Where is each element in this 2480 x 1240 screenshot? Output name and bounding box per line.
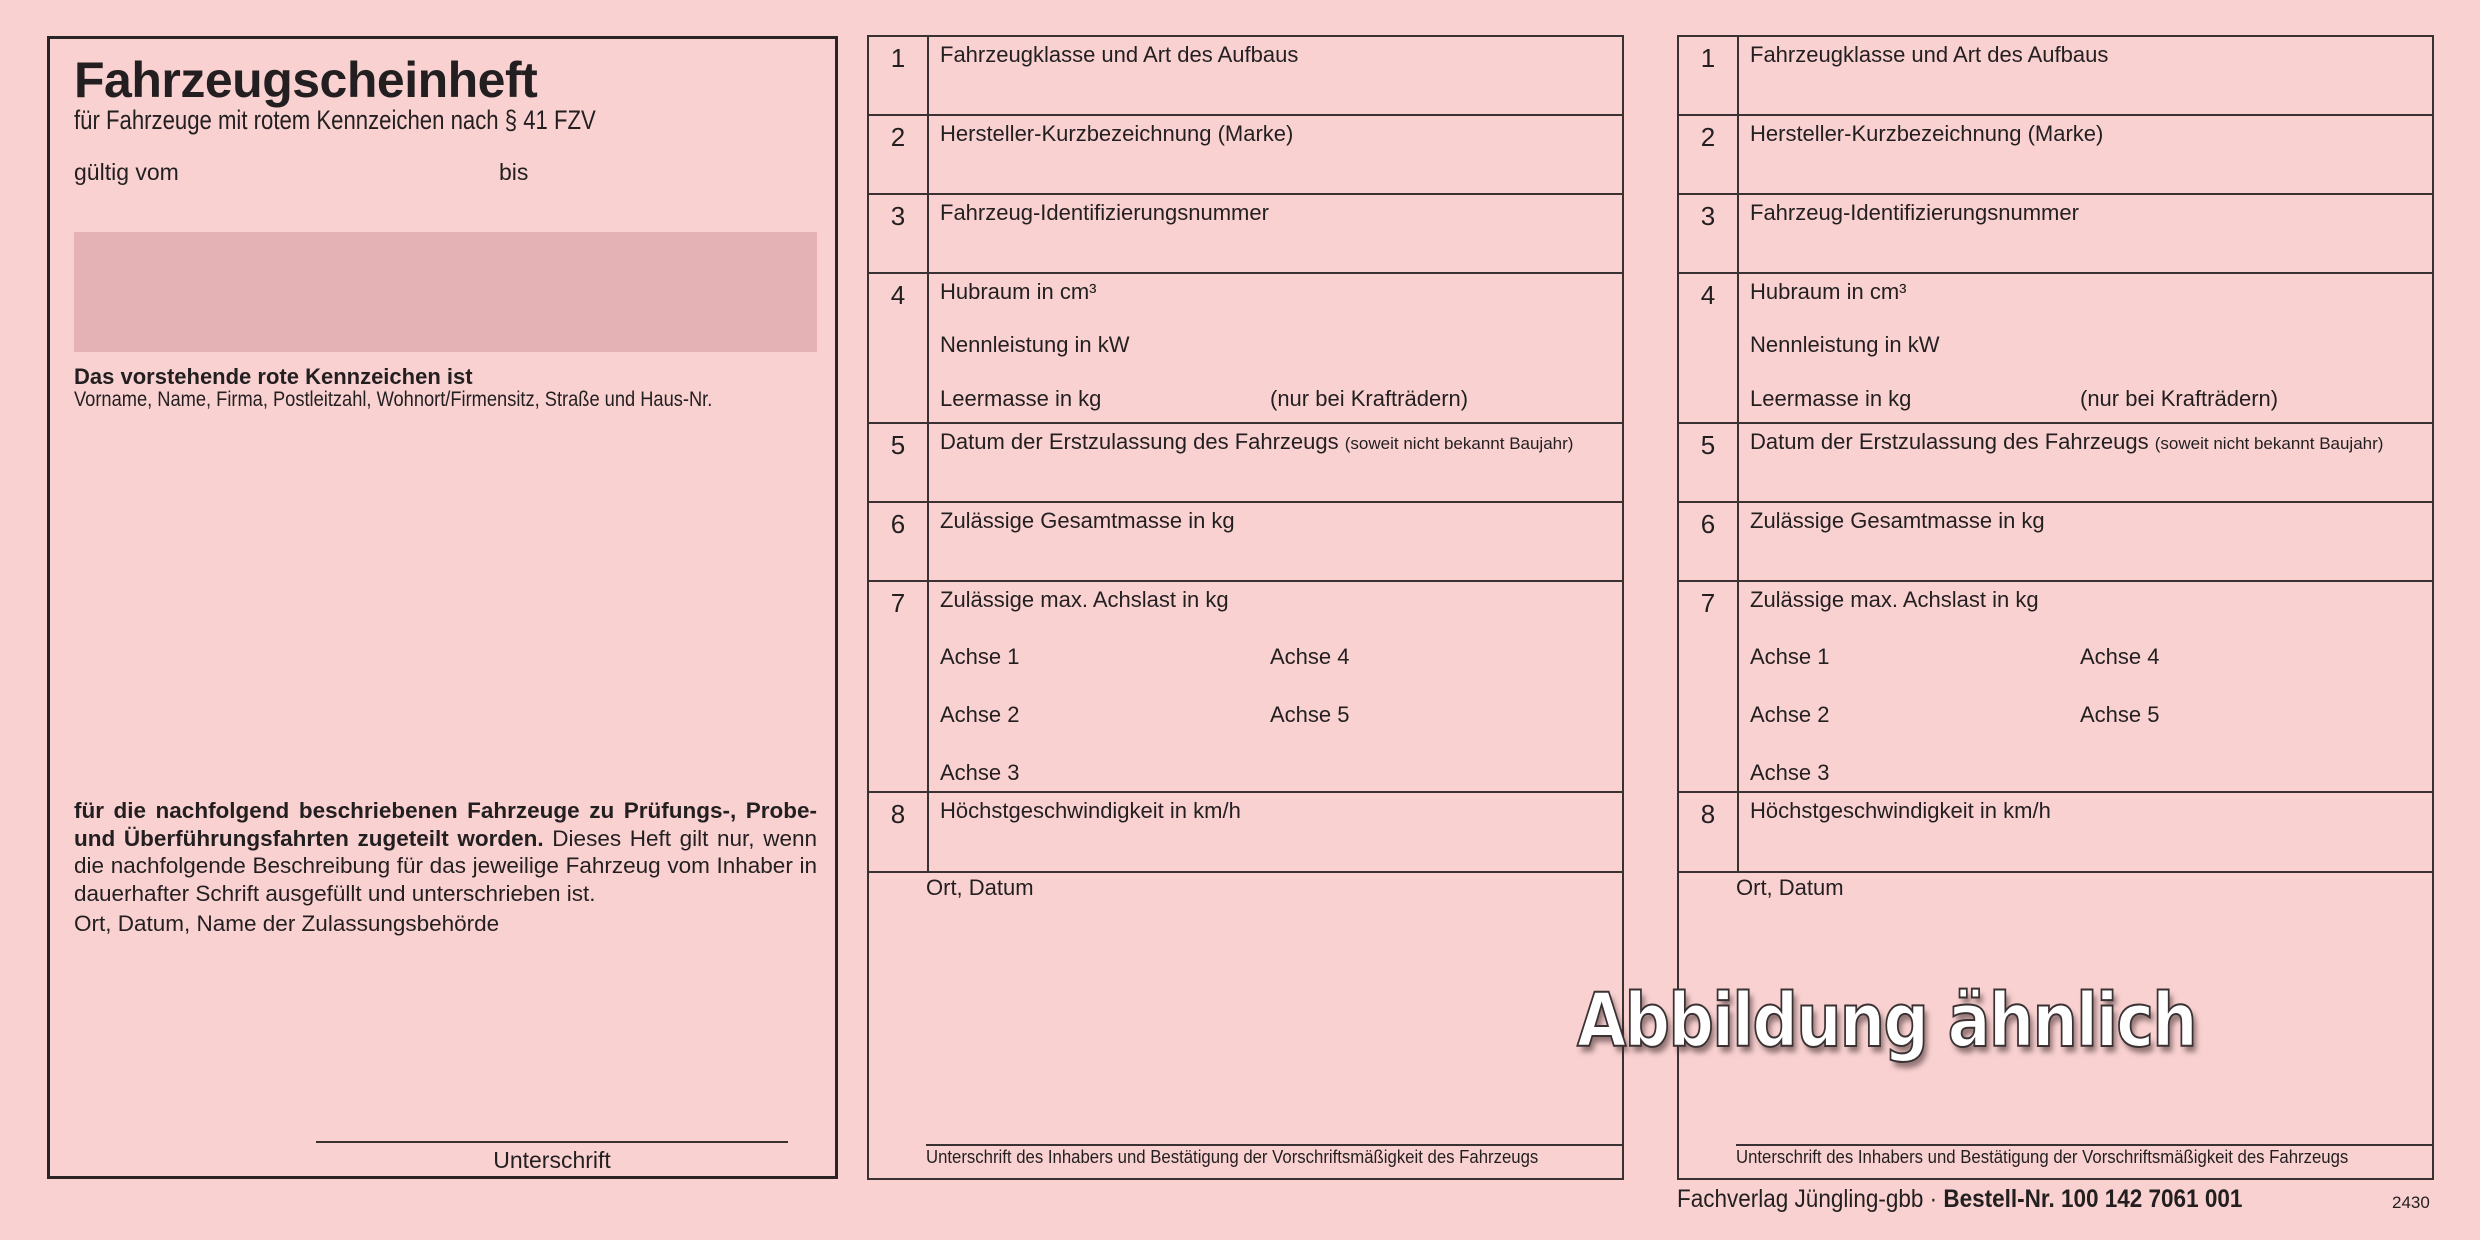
owner-hint: Vorname, Name, Firma, Postleitzahl, Wohnort/Firmensitz, Straße und Haus-Nr. <box>74 388 713 411</box>
axle-1-label: Achse 1 <box>940 644 1020 669</box>
row-label: Fahrzeug-Identifizierungsnummer <box>940 200 1269 225</box>
form-row-7[interactable] <box>1679 582 2432 793</box>
row-number: 6 <box>890 509 906 539</box>
row-label: Hersteller-Kurzbezeichnung (Marke) <box>1750 121 2104 146</box>
valid-from-label: gültig vom <box>74 159 179 185</box>
axle-3-label: Achse 3 <box>940 760 1020 785</box>
axle-5-label: Achse 5 <box>2080 702 2160 727</box>
publisher-name: Fachverlag Jüngling-gbb · <box>1677 1185 1944 1213</box>
form-row-2[interactable] <box>1679 116 2432 195</box>
row-number: 2 <box>890 122 906 152</box>
validity-paragraph-bold: für die nachfolgend beschriebenen Fahrzeuge zu Prüfungs-, Probe- und Überführungsfahrten zugeteilt worden. <box>74 798 817 851</box>
row-label: Höchstgeschwindigkeit in km/h <box>940 798 1241 823</box>
row-number: 7 <box>1700 588 1716 618</box>
row-label-main: Datum der Erstzulassung des Fahrzeugs <box>940 429 1339 454</box>
row-number: 4 <box>1700 280 1716 310</box>
row-label: Zulässige max. Achslast in kg <box>1750 587 2039 612</box>
signature-label: Unterschrift <box>493 1147 611 1173</box>
form-row-8[interactable] <box>869 793 1622 873</box>
row-label: Hubraum in cm³ <box>940 279 1097 304</box>
row-label: Fahrzeugklasse und Art des Aufbaus <box>1750 42 2109 67</box>
row-label: Zulässige max. Achslast in kg <box>940 587 1229 612</box>
row-number: 8 <box>1700 799 1716 829</box>
row-label: Fahrzeug-Identifizierungsnummer <box>1750 200 2079 225</box>
owner-signature-line <box>1736 1144 2432 1146</box>
row-number: 2 <box>1700 122 1716 152</box>
validity-paragraph <box>74 797 817 907</box>
form-row-3[interactable] <box>1679 195 2432 274</box>
axle-4-label: Achse 4 <box>2080 644 2160 669</box>
row-number: 1 <box>890 43 906 73</box>
row-label: Zulässige Gesamtmasse in kg <box>1750 508 2045 533</box>
axle-3-label: Achse 3 <box>1750 760 1830 785</box>
form-row-2[interactable] <box>869 116 1622 195</box>
row-number: 4 <box>890 280 906 310</box>
row-number: 8 <box>890 799 906 829</box>
owner-label: Das vorstehende rote Kennzeichen ist <box>74 364 473 389</box>
document-title: Fahrzeugscheinheft <box>74 52 538 108</box>
row-number: 7 <box>890 588 906 618</box>
watermark-text: Abbildung ähnlich <box>1577 978 2196 1064</box>
publisher-footer <box>1677 1185 2242 1214</box>
signature-line <box>316 1141 788 1143</box>
form-row-7[interactable] <box>869 582 1622 793</box>
owner-signature-label: Unterschrift des Inhabers und Bestätigung der Vorschriftsmäßigkeit des Fahrzeugs <box>926 1147 1539 1167</box>
row-number: 3 <box>1700 201 1716 231</box>
row-label: Höchstgeschwindigkeit in km/h <box>1750 798 2051 823</box>
row-label: Zulässige Gesamtmasse in kg <box>940 508 1235 533</box>
vehicle-form-panel-1 <box>867 35 1624 1180</box>
row-label-2: Nennleistung in kW <box>940 332 1130 357</box>
form-row-8[interactable] <box>1679 793 2432 873</box>
valid-to-label: bis <box>499 159 529 185</box>
form-row-5[interactable] <box>869 424 1622 503</box>
row-number: 5 <box>890 430 906 460</box>
axle-1-label: Achse 1 <box>1750 644 1830 669</box>
cover-panel <box>47 36 838 1179</box>
axle-5-label: Achse 5 <box>1270 702 1350 727</box>
row-note-3: (nur bei Krafträdern) <box>2080 386 2279 411</box>
row-number: 1 <box>1700 43 1716 73</box>
axle-4-label: Achse 4 <box>1270 644 1350 669</box>
axle-2-label: Achse 2 <box>1750 702 1830 727</box>
form-row-3[interactable] <box>869 195 1622 274</box>
form-row-1[interactable] <box>869 37 1622 116</box>
row-note: (soweit nicht bekannt Baujahr) <box>2154 434 2384 453</box>
form-row-6[interactable] <box>869 503 1622 582</box>
row-number: 6 <box>1700 509 1716 539</box>
row-label-3: Leermasse in kg <box>1750 386 1912 411</box>
form-code: 2430 <box>2392 1193 2430 1212</box>
row-label <box>940 429 1573 455</box>
row-note-3: (nur bei Krafträdern) <box>1270 386 1469 411</box>
owner-signature-line <box>926 1144 1622 1146</box>
authority-label: Ort, Datum, Name der Zulassungsbehörde <box>74 911 500 936</box>
row-label: Fahrzeugklasse und Art des Aufbaus <box>940 42 1299 67</box>
row-label: Hubraum in cm³ <box>1750 279 1907 304</box>
row-label-main: Datum der Erstzulassung des Fahrzeugs <box>1750 429 2149 454</box>
row-number: 5 <box>1700 430 1716 460</box>
row-note: (soweit nicht bekannt Baujahr) <box>1344 434 1574 453</box>
row-number: 3 <box>890 201 906 231</box>
form-row-1[interactable] <box>1679 37 2432 116</box>
axle-2-label: Achse 2 <box>940 702 1020 727</box>
validity-paragraph-regular: Dieses Heft gilt nur, wenn die nachfolgende Beschreibung für das jeweilige Fahrzeug vom Inhaber in dauerhafter Schrift ausgefüllt und unterschrieben ist. <box>74 825 817 906</box>
row-label-2: Nennleistung in kW <box>1750 332 1940 357</box>
row-label <box>1750 429 2383 455</box>
form-row-5[interactable] <box>1679 424 2432 503</box>
row-label-3: Leermasse in kg <box>940 386 1102 411</box>
place-date-label: Ort, Datum <box>1736 875 1844 900</box>
form-row-4[interactable] <box>1679 274 2432 424</box>
document-subtitle: für Fahrzeuge mit rotem Kennzeichen nach § 41 FZV <box>74 105 596 135</box>
place-date-label: Ort, Datum <box>926 875 1034 900</box>
form-row-4[interactable] <box>869 274 1622 424</box>
order-number: Bestell-Nr. 100 142 7061 001 <box>1943 1185 2243 1213</box>
form-row-6[interactable] <box>1679 503 2432 582</box>
row-label: Hersteller-Kurzbezeichnung (Marke) <box>940 121 1294 146</box>
owner-signature-label: Unterschrift des Inhabers und Bestätigung der Vorschriftsmäßigkeit des Fahrzeugs <box>1736 1147 2349 1167</box>
license-plate-field[interactable] <box>74 232 817 352</box>
